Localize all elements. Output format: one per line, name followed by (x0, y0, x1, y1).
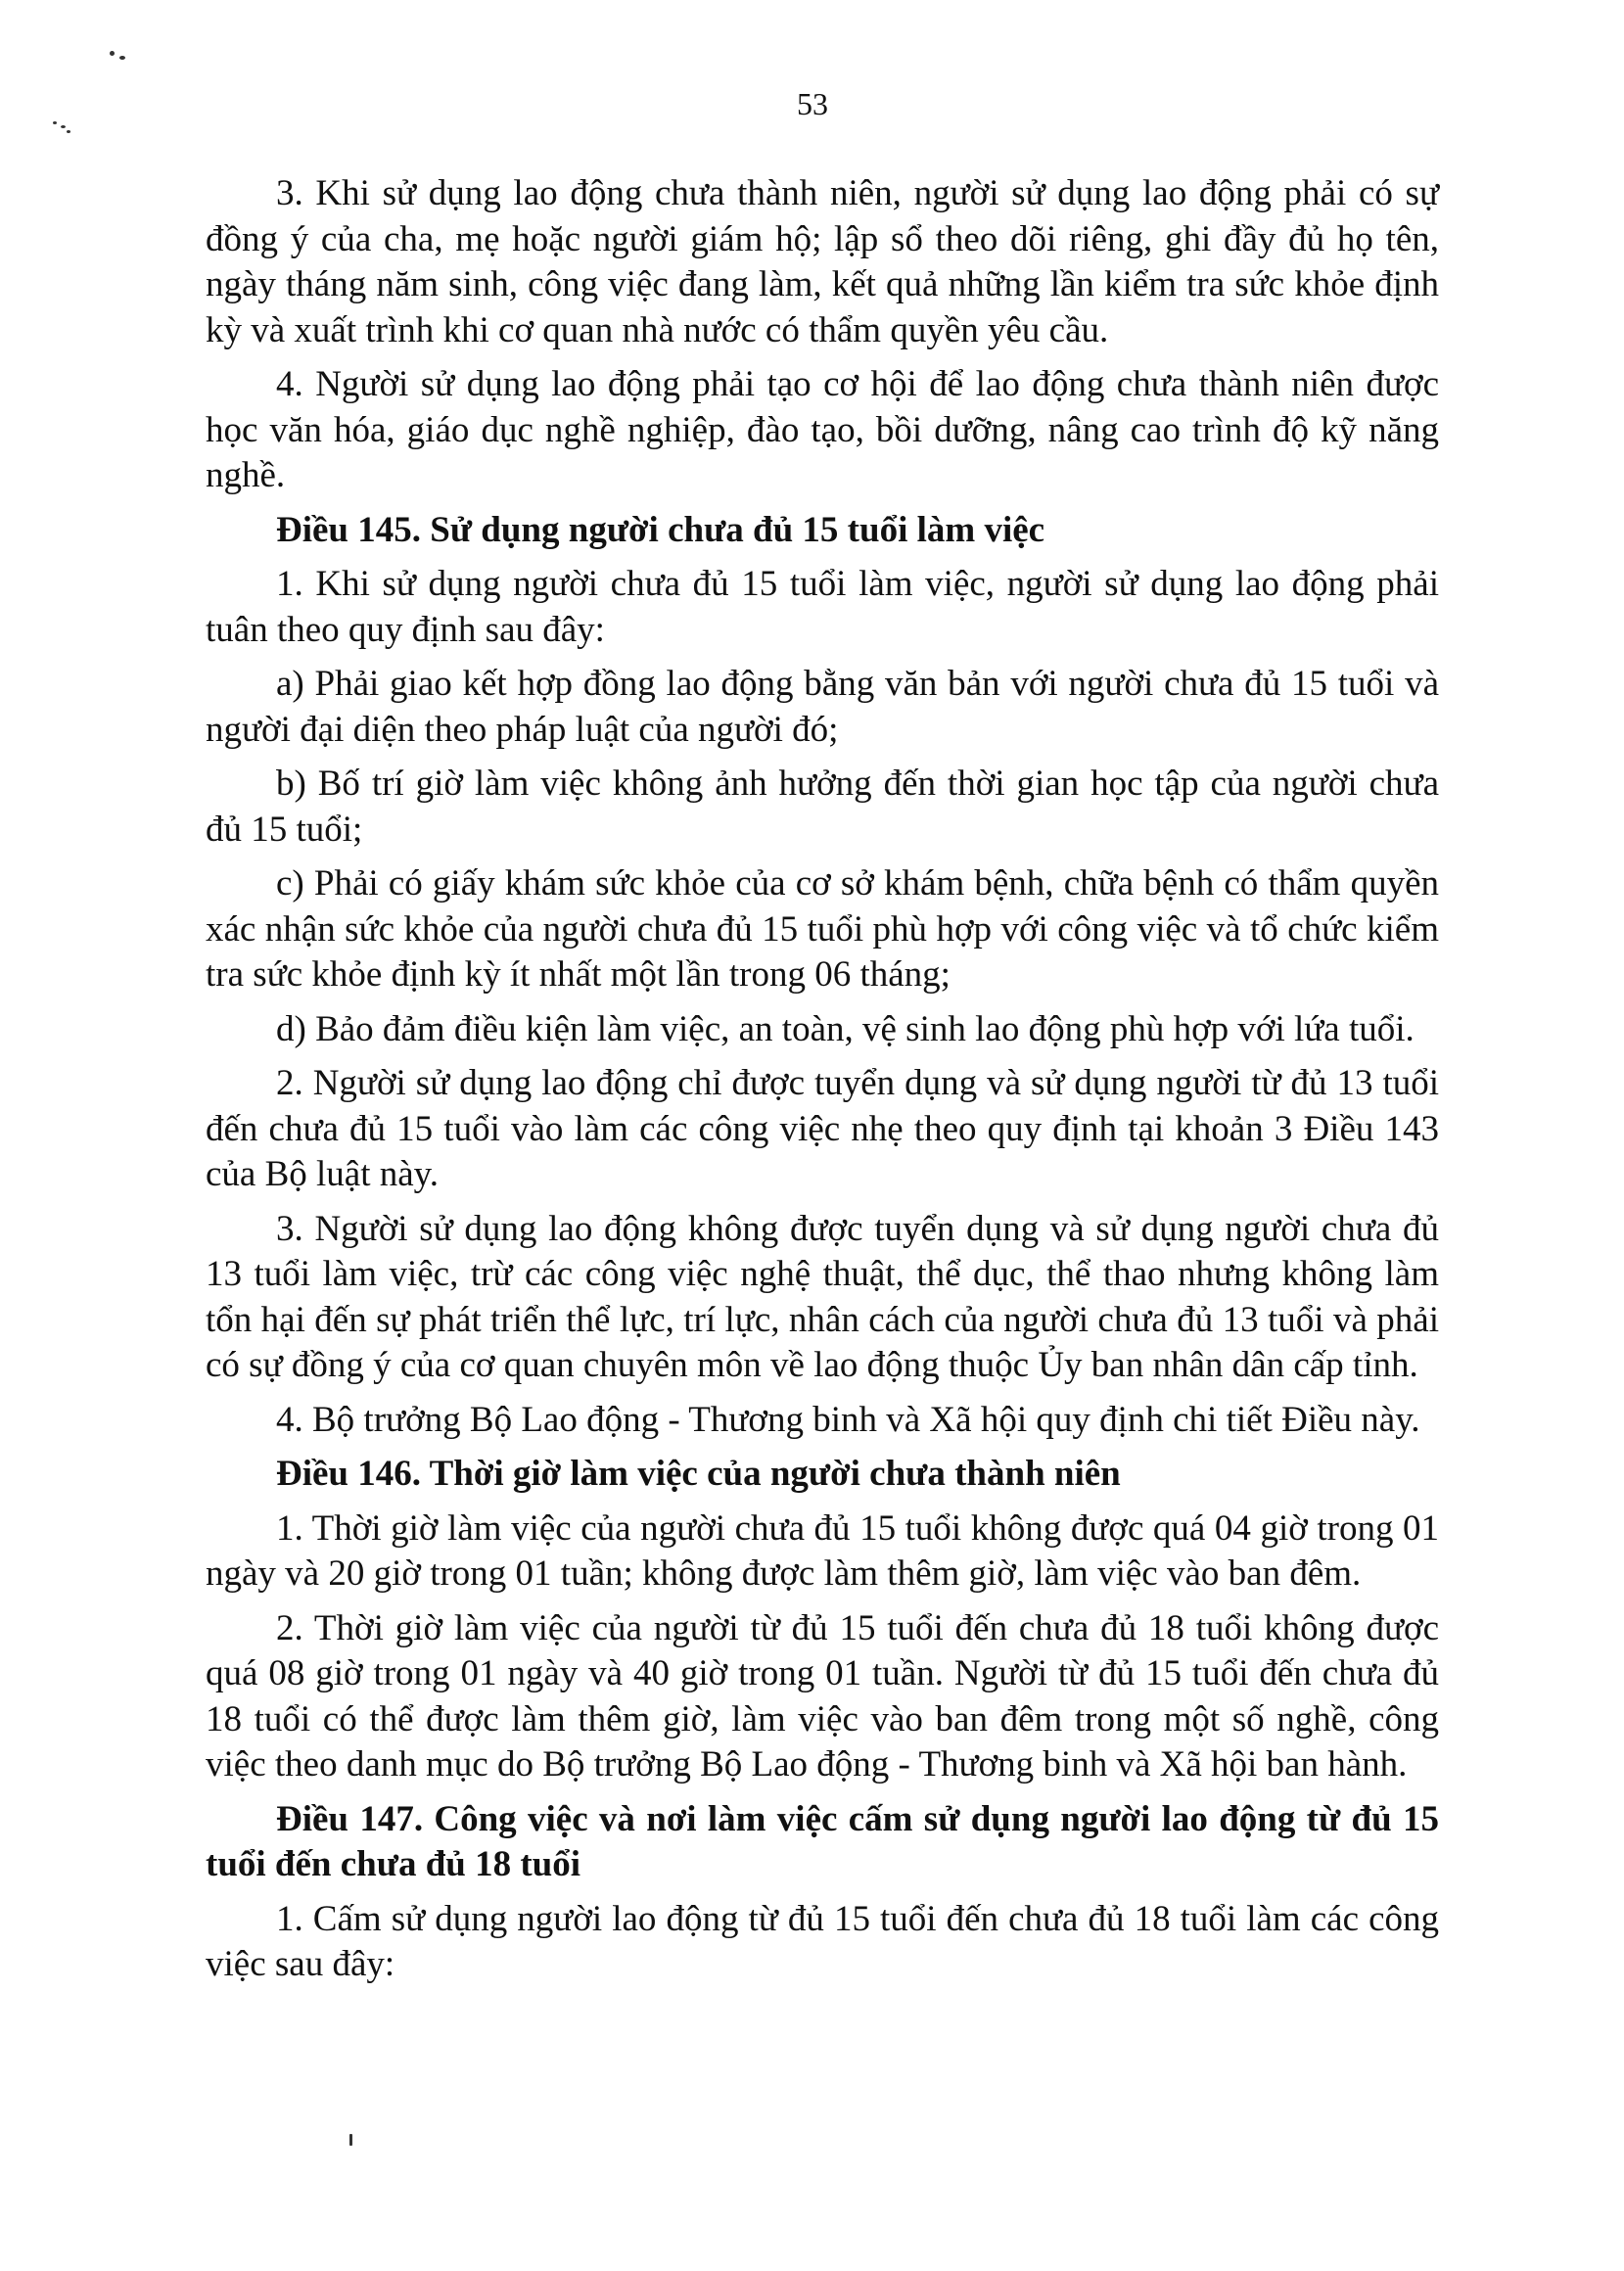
paragraph-article-147-clause-1: 1. Cấm sử dụng người lao động từ đủ 15 tuổi đến chưa đủ 18 tuổi làm các công việc sau đây: (206, 1898, 1439, 1984)
paragraph-article-145-point-c: c) Phải có giấy khám sức khỏe của cơ sở khám bệnh, chữa bệnh có thẩm quyền xác nhận sức khỏe của người chưa đủ 15 tuổi phù hợp với công việc và tổ chức kiểm tra sức khỏe định kỳ ít nhất một lần trong 06 tháng; (206, 863, 1439, 995)
scan-speck (53, 121, 57, 124)
paragraph-article-145-clause-4: 4. Bộ trưởng Bộ Lao động - Thương binh và Xã hội quy định chi tiết Điều này. (276, 1399, 1420, 1440)
paragraph-article-146-clause-1: 1. Thời giờ làm việc của người chưa đủ 15 tuổi không được quá 04 giờ trong 01 ngày và 20 giờ trong 01 tuần; không được làm thêm giờ, làm việc vào ban đêm. (206, 1507, 1439, 1594)
page-number: 53 (797, 86, 828, 121)
paragraph-article-145-clause-1: 1. Khi sử dụng người chưa đủ 15 tuổi làm việc, người sử dụng lao động phải tuân theo quy định sau đây: (206, 564, 1439, 650)
article-145-heading: Điều 145. Sử dụng người chưa đủ 15 tuổi làm việc (276, 509, 1045, 550)
scan-speck (61, 125, 66, 128)
paragraph-article-145-point-d: d) Bảo đảm điều kiện làm việc, an toàn, vệ sinh lao động phù hợp với lứa tuổi. (276, 1008, 1415, 1049)
paragraph-article-144-clause-3: 3. Khi sử dụng lao động chưa thành niên, người sử dụng lao động phải có sự đồng ý của cha, mẹ hoặc người giám hộ; lập sổ theo dõi riêng, ghi đầy đủ họ tên, ngày tháng năm sinh, công việc đang làm, kết quả những lần kiểm tra sức khỏe định kỳ và xuất trình khi cơ quan nhà nước có thẩm quyền yêu cầu. (206, 173, 1439, 350)
paragraph-article-146-clause-2: 2. Thời giờ làm việc của người từ đủ 15 tuổi đến chưa đủ 18 tuổi không được quá 08 giờ trong 01 ngày và 40 giờ trong 01 tuần. Người từ đủ 15 tuổi đến chưa đủ 18 tuổi có thể được làm thêm giờ, làm việc vào ban đêm trong một số nghề, công việc theo danh mục do Bộ trưởng Bộ Lao động - Thương binh và Xã hội ban hành. (206, 1607, 1439, 1784)
document-body (206, 171, 1439, 1997)
paragraph-article-145-point-a: a) Phải giao kết hợp đồng lao động bằng văn bản với người chưa đủ 15 tuổi và người đại diện theo pháp luật của người đó; (206, 664, 1439, 750)
paragraph-article-144-clause-4: 4. Người sử dụng lao động phải tạo cơ hội để lao động chưa thành niên được học văn hóa, giáo dục nghề nghiệp, đào tạo, bồi dưỡng, nâng cao trình độ kỹ năng nghề. (206, 364, 1439, 495)
article-146-heading: Điều 146. Thời giờ làm việc của người chưa thành niên (276, 1454, 1121, 1494)
scan-speck (110, 51, 115, 56)
article-147-heading: Điều 147. Công việc và nơi làm việc cấm sử dụng người lao động từ đủ 15 tuổi đến chưa đủ 18 tuổi (206, 1798, 1439, 1884)
scan-speck (349, 2134, 352, 2146)
paragraph-article-145-clause-3: 3. Người sử dụng lao động không được tuyển dụng và sử dụng người chưa đủ 13 tuổi làm việc, trừ các công việc nghệ thuật, thể dục, thể thao nhưng không làm tổn hại đến sự phát triển thể lực, trí lực, nhân cách của người chưa đủ 13 tuổi và phải có sự đồng ý của cơ quan chuyên môn về lao động thuộc Ủy ban nhân dân cấp tỉnh. (206, 1208, 1439, 1385)
paragraph-article-145-clause-2: 2. Người sử dụng lao động chỉ được tuyển dụng và sử dụng người từ đủ 13 tuổi đến chưa đủ 15 tuổi vào làm các công việc nhẹ theo quy định tại khoản 3 Điều 143 của Bộ luật này. (206, 1063, 1439, 1194)
scan-speck (119, 56, 125, 60)
paragraph-article-145-point-b: b) Bố trí giờ làm việc không ảnh hưởng đến thời gian học tập của người chưa đủ 15 tuổi; (206, 764, 1439, 850)
scan-speck (67, 130, 70, 133)
